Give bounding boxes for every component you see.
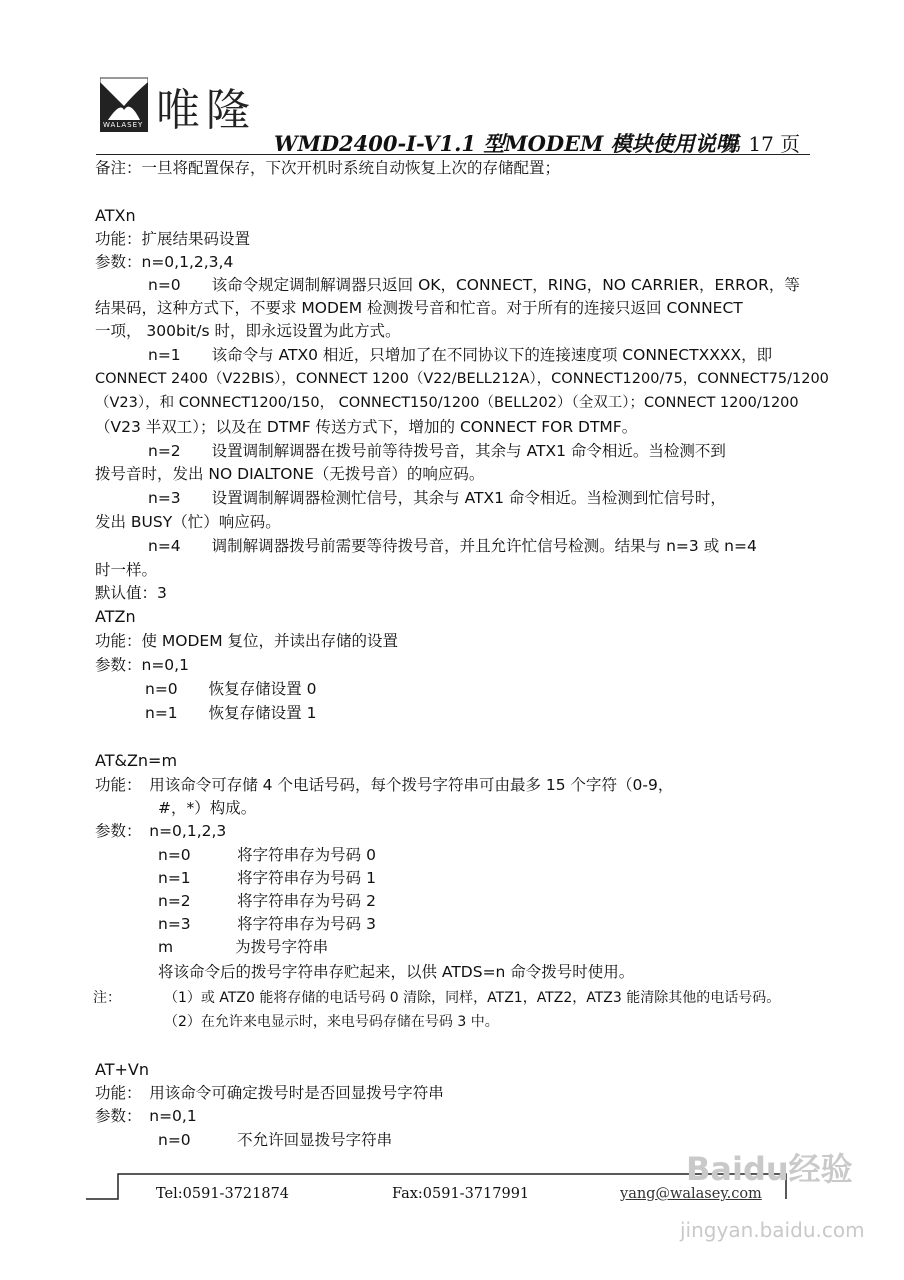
footer-fax: Fax:0591-3717991	[392, 1186, 530, 1202]
text-line: 参数：n=0,1	[95, 656, 189, 674]
text-line: 结果码，这种方式下，不要求 MODEM 检测拨号音和忙音。对于所有的连接只返回 CONNECT	[95, 299, 743, 317]
text-line: n=4 调制解调器拨号前需要等待拨号音，并且允许忙信号检测。结果与 n=3 或 n=4	[148, 537, 757, 555]
text-line: n=3 设置调制解调器检测忙信号，其余与 ATX1 命令相近。当检测到忙信号时，	[148, 489, 726, 507]
text-line: n=0 将字符串存为号码 0	[158, 846, 376, 864]
command-heading: AT&Zn=m	[95, 751, 178, 770]
note-label: 注：	[93, 990, 121, 1006]
text-line: 拨号音时，发出 NO DIALTONE（无拨号音）的响应码。	[95, 465, 485, 483]
page-number: 第 17 页	[722, 132, 801, 156]
footer-tel: Tel:0591-3721874	[156, 1186, 290, 1202]
note-line: （1）或 ATZ0 能将存储的电话号码 0 清除，同样，ATZ1，ATZ2，ATZ3 能清除其他的电话号码。	[164, 990, 781, 1006]
text-line: #，*）构成。	[158, 799, 257, 817]
text-line: n=1 将字符串存为号码 1	[158, 869, 376, 887]
command-heading: ATZn	[95, 607, 136, 626]
text-line: 时一样。	[95, 561, 158, 579]
text-line: n=0 不允许回显拨号字符串	[158, 1131, 393, 1149]
watermark-url: jingyan.baidu.com	[680, 1218, 865, 1242]
text-line: （V23），和 CONNECT1200/150， CONNECT150/1200（BELL202）（全双工）；CONNECT 1200/1200	[95, 395, 799, 411]
command-heading: ATXn	[95, 206, 136, 225]
text-line: n=3 将字符串存为号码 3	[158, 915, 376, 933]
logo-brand-text: WALASEY	[103, 121, 144, 129]
text-line: （V23 半双工）；以及在 DTMF 传送方式下，增加的 CONNECT FOR DTMF。	[95, 418, 638, 436]
document-title: WMD2400-I-V1.1 型MODEM 模块使用说明	[274, 131, 737, 156]
text-line: n=1 恢复存储设置 1	[145, 704, 317, 722]
text-line: 参数： n=0,1,2,3	[95, 822, 227, 840]
text-line: 功能：使 MODEM 复位，并读出存储的设置	[95, 632, 399, 650]
text-line: 一项， 300bit/s 时，即永远设置为此方式。	[95, 322, 401, 340]
text-line: 功能： 用该命令可确定拨号时是否回显拨号字符串	[95, 1084, 444, 1102]
text-line: n=0 该命令规定调制解调器只返回 OK，CONNECT，RING，NO CARRIER，ERROR，等	[148, 276, 800, 294]
watermark-brand: Baidu经验	[686, 1150, 853, 1188]
text-line: 参数： n=0,1	[95, 1107, 197, 1125]
note-line: 备注：一旦将配置保存，下次开机时系统自动恢复上次的存储配置；	[95, 159, 561, 177]
text-line: 发出 BUSY（忙）响应码。	[95, 513, 281, 531]
text-line: m 为拨号字符串	[158, 938, 329, 956]
command-heading: AT+Vn	[95, 1060, 149, 1079]
text-line: 参数：n=0,1,2,3,4	[95, 253, 234, 271]
walasey-logo	[100, 76, 148, 132]
text-line: 功能： 用该命令可存储 4 个电话号码，每个拨号字符串可由最多 15 个字符（0-9，	[95, 776, 674, 794]
logo-chinese-name: 唯隆	[156, 85, 256, 136]
header-rule	[96, 154, 810, 155]
text-line: n=1 该命令与 ATX0 相近，只增加了在不同协议下的连接速度项 CONNECTXXXX，即	[148, 346, 773, 364]
text-line: CONNECT 2400（V22BIS），CONNECT 1200（V22/BELL212A），CONNECT1200/75，CONNECT75/1200	[95, 371, 829, 387]
text-line: n=0 恢复存储设置 0	[145, 680, 317, 698]
text-line: 将该命令后的拨号字符串存贮起来，以供 ATDS=n 命令拨号时使用。	[158, 963, 635, 981]
note-line: （2）在允许来电显示时，来电号码存储在号码 3 中。	[164, 1014, 499, 1030]
text-line: 默认值：3	[95, 584, 167, 602]
text-line: 功能：扩展结果码设置	[95, 230, 251, 248]
text-line: n=2 将字符串存为号码 2	[158, 892, 376, 910]
footer-email-link[interactable]: yang@walasey.com	[620, 1186, 762, 1202]
text-line: n=2 设置调制解调器在拨号前等待拨号音，其余与 ATX1 命令相近。当检测不到	[148, 442, 726, 460]
